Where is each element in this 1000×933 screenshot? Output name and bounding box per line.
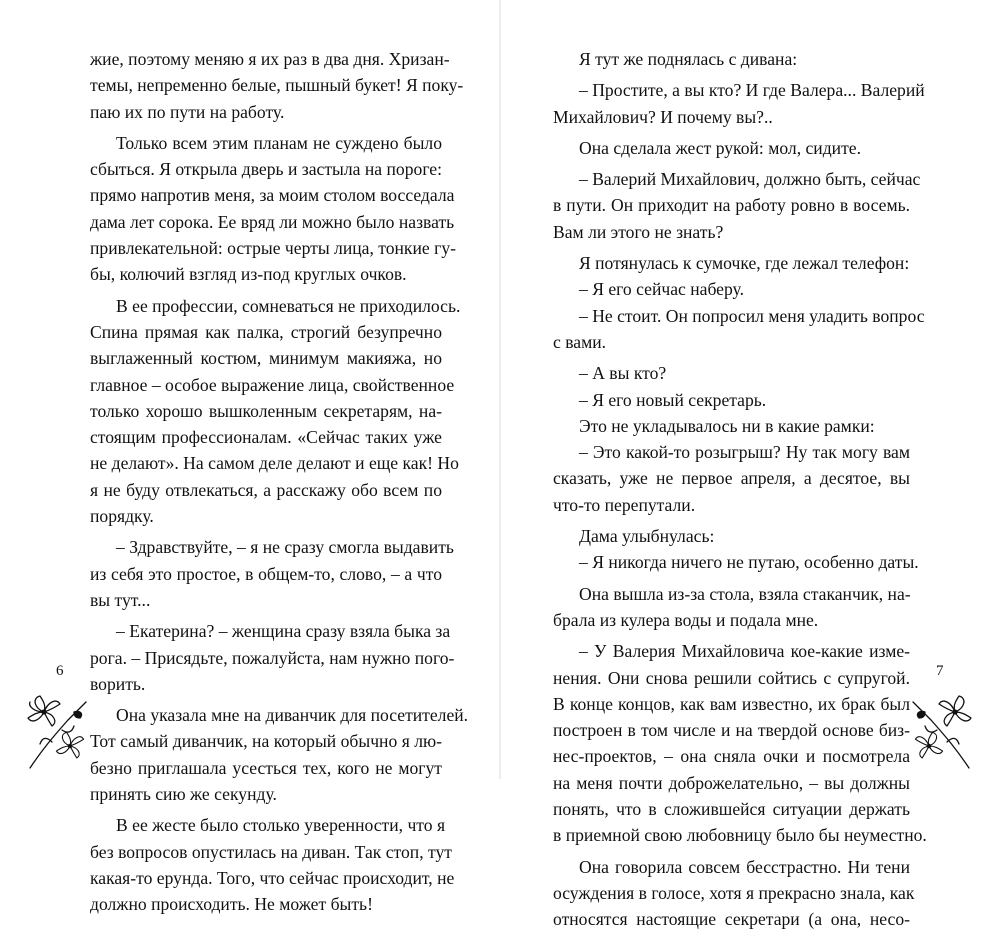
page-number-right: 7: [936, 663, 944, 679]
text-line: В конце концов, как вам известно, их брак был: [553, 693, 910, 714]
text-line: сказать, уже не первое апреля, а десятое, вы: [553, 468, 910, 489]
text-line: – Простите, а вы кто? И где Валера... Валерий: [579, 80, 925, 101]
text-line: В ее профессии, сомневаться не приходилось.: [116, 295, 461, 316]
left-page-text: [90, 46, 469, 918]
text-line: ворить.: [90, 673, 146, 694]
text-line: главное – особое выражение лица, свойственное: [90, 374, 455, 395]
text-line: рога. – Присядьте, пожалуйста, нам нужно пого-: [90, 647, 455, 668]
text-line: дама лет сорока. Ее вряд ли можно было назвать: [90, 211, 455, 232]
text-line: Спина прямая как палка, строгий безупречно: [90, 321, 442, 342]
page-number-left: 6: [56, 663, 64, 679]
flower-ornament-icon: [907, 690, 977, 770]
text-line: что-то перепутали.: [553, 494, 696, 515]
text-line: – Здравствуйте, – я не сразу смогла выдавить: [116, 537, 454, 558]
text-line: – Я его сейчас наберу.: [579, 279, 744, 300]
text-line: нес-проектов, – она сняла очки и посмотрела: [553, 746, 910, 767]
text-line: стоящим профессионалам. «Сейчас таких уже: [90, 427, 442, 448]
text-line: с вами.: [553, 331, 607, 352]
text-line: на меня почти доброжелательно, – вы должны: [553, 772, 910, 793]
text-line: должно происходить. Не может быть!: [90, 894, 373, 915]
right-page-text: [553, 46, 927, 933]
text-line: – Я его новый секретарь.: [579, 389, 767, 410]
text-line: относятся настоящие секретари (а она, несо-: [553, 909, 910, 930]
text-line: вы тут...: [90, 589, 151, 610]
text-line: – У Валерия Михайловича кое-какие изме-: [579, 641, 910, 662]
text-line: жие, поэтому меняю я их раз в два дня. Хризан-: [90, 49, 450, 69]
left-page: [0, 0, 500, 915]
text-line: – Не стоит. Он попросил меня уладить вопрос: [579, 305, 925, 326]
text-line: паю их по пути на работу.: [90, 101, 285, 122]
text-line: Михайлович? И почему вы?..: [553, 106, 773, 127]
text-line: бы, колючий взгляд из-под круглых очков.: [90, 264, 407, 285]
text-line: Она вышла из-за стола, взяла стаканчик, на-: [579, 583, 911, 604]
text-line: – Это какой-то розыгрыш? Ну так могу вам: [579, 442, 910, 463]
text-line: В ее жесте было столько уверенности, что я: [116, 815, 446, 836]
text-line: я не буду отвлекаться, а расскажу обо всем по: [90, 479, 442, 500]
text-line: – Екатерина? – женщина сразу взяла быка за: [116, 621, 451, 642]
text-line: Я потянулась к сумочке, где лежал телефон:: [579, 253, 910, 274]
text-line: порядку.: [90, 506, 154, 527]
text-line: – А вы кто?: [579, 363, 667, 384]
text-line: – Я никогда ничего не путаю, особенно даты.: [579, 552, 919, 573]
text-line: Она говорила совсем бесстрастно. Ни тени: [579, 856, 910, 877]
text-line: Вам ли этого не знать?: [553, 221, 724, 242]
text-line: Это не укладывалось ни в какие рамки:: [579, 415, 875, 436]
text-line: – Валерий Михайлович, должно быть, сейчас: [579, 169, 921, 190]
text-line: сбыться. Я открыла дверь и застыла на пороге:: [90, 159, 442, 180]
text-line: понять, что в сложившейся ситуации держать: [553, 799, 910, 820]
text-line: брала из кулера воды и подала мне.: [553, 609, 819, 630]
text-line: нения. Они снова решили сойтись с супругой.: [553, 667, 910, 688]
text-line: в приемной свою любовницу было бы неуместно.: [553, 825, 927, 846]
text-line: осуждения в голосе, хотя я прекрасно знала, как: [553, 882, 915, 903]
text-line: из себя это простое, в общем-то, слово, – а что: [90, 563, 442, 584]
text-line: только хорошо вышколенным секретарям, на-: [90, 400, 442, 421]
text-line: Она указала мне на диванчик для посетителей.: [116, 705, 469, 726]
text-line: не делают». На самом деле делают и еще как! Но: [90, 453, 459, 474]
text-line: выглаженный костюм, минимум макияжа, но: [90, 348, 442, 369]
text-line: без вопросов опустилась на диван. Так стоп, тут: [90, 841, 452, 862]
text-line: какая-то ерунда. Того, что сейчас происходит, не: [90, 867, 455, 888]
text-line: прямо напротив меня, за моим столом восседала: [90, 185, 455, 206]
text-line: безно приглашала усесться тех, кого не могут: [90, 757, 442, 778]
text-line: Тот самый диванчик, на который обычно я лю-: [90, 731, 442, 752]
text-line: привлекательной: острые черты лица, тонкие гу-: [90, 238, 456, 259]
text-line: Я тут же поднялась с дивана:: [579, 49, 798, 69]
text-line: принять сию же секунду.: [90, 784, 277, 805]
right-page: [500, 0, 1000, 930]
text-line: Дама улыбнулась:: [579, 526, 715, 547]
text-line: в пути. Он приходит на работу ровно в восемь.: [553, 195, 910, 216]
text-line: Она сделала жест рукой: мол, сидите.: [579, 137, 861, 158]
flower-ornament-icon: [22, 690, 92, 770]
text-line: построен в том числе и на твердой основе биз-: [553, 720, 910, 741]
text-line: Только всем этим планам не суждено было: [116, 132, 442, 153]
text-line: темы, непременно белые, пышный букет! Я поку-: [90, 75, 464, 96]
